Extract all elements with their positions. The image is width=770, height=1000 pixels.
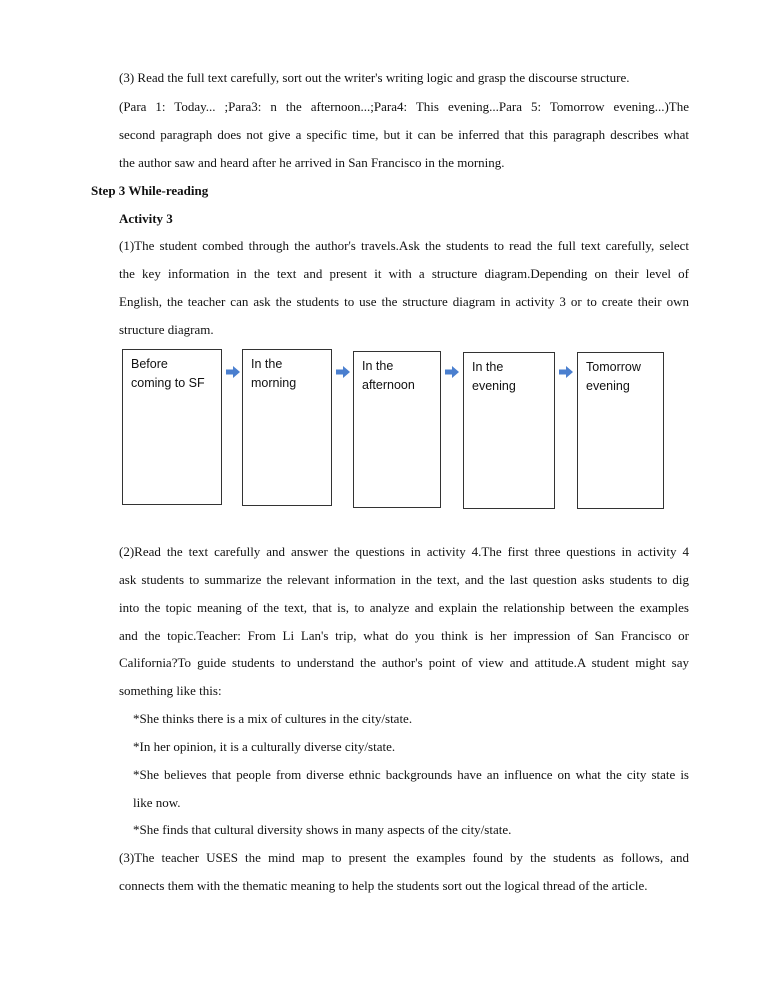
activity2-line-1: (2)Read the text carefully and answer the questions in activity 4.The first three questions in activity 4 bbox=[119, 544, 689, 559]
diagram-box-label-line2: coming to SF bbox=[131, 376, 205, 390]
activity2-line-2: ask students to summarize the relevant information in the text, and the last question asks students to dig bbox=[119, 572, 689, 587]
para3-line-2: (Para 1: Today... ;Para3: n the afternoon...;Para4: This evening...Para 5: Tomorrow evening...)The bbox=[119, 99, 689, 114]
activity1-line-1: (1)The student combed through the author's travels.Ask the students to read the full text carefully, select bbox=[119, 238, 689, 253]
activity1-line-3: English, the teacher can ask the students to use the structure diagram in activity 3 or to create their own bbox=[119, 294, 689, 309]
activity2-line-4: and the topic.Teacher: From Li Lan's trip, what do you think is her impression of San Francisco or bbox=[119, 628, 689, 643]
activity1-line-4: structure diagram. bbox=[119, 322, 214, 337]
example-answer-3-line-1: *She believes that people from diverse ethnic backgrounds have an influence on what the city state is bbox=[133, 767, 689, 782]
diagram-box-label-line1: In the bbox=[251, 357, 283, 371]
diagram-box-label-line2: evening bbox=[586, 379, 630, 393]
para3-line-3: second paragraph does not give a specific time, but it can be inferred that this paragraph describes what bbox=[119, 127, 689, 142]
activity3-line-2: connects them with the thematic meaning to help the students sort out the logical thread of the article. bbox=[119, 878, 648, 893]
diagram-box-tomorrow-evening bbox=[577, 352, 664, 509]
arrow-right-icon bbox=[445, 366, 459, 378]
diagram-box-before-sf bbox=[122, 349, 222, 505]
activity3-line-1: (3)The teacher USES the mind map to present the examples found by the students as follows, and bbox=[119, 850, 689, 865]
step3-heading: Step 3 While-reading bbox=[91, 183, 209, 198]
activity3-heading: Activity 3 bbox=[119, 211, 173, 226]
activity2-line-6: something like this: bbox=[119, 683, 222, 698]
diagram-box-label-line2: evening bbox=[472, 379, 516, 393]
activity2-line-5: California?To guide students to understand the author's point of view and attitude.A student might say bbox=[119, 655, 689, 670]
example-answer-2: *In her opinion, it is a culturally diverse city/state. bbox=[133, 739, 396, 754]
arrow-right-icon bbox=[559, 366, 573, 378]
diagram-box-label-line1: Tomorrow bbox=[586, 360, 641, 374]
diagram-box-evening bbox=[463, 352, 555, 509]
activity1-line-2: the key information in the text and present it with a structure diagram.Depending on their level of bbox=[119, 266, 689, 281]
example-answer-4: *She finds that cultural diversity shows in many aspects of the city/state. bbox=[133, 822, 512, 837]
para3-line-1: (3) Read the full text carefully, sort out the writer's writing logic and grasp the discourse structure. bbox=[119, 70, 630, 85]
diagram-box-label-line1: In the bbox=[472, 360, 504, 374]
example-answer-1: *She thinks there is a mix of cultures in the city/state. bbox=[133, 711, 413, 726]
diagram-box-morning bbox=[242, 349, 332, 506]
arrow-right-icon bbox=[336, 366, 350, 378]
diagram-box-label-line2: afternoon bbox=[362, 378, 415, 392]
diagram-box-afternoon bbox=[353, 351, 441, 508]
para3-line-4: the author saw and heard after he arrived in San Francisco in the morning. bbox=[119, 155, 505, 170]
activity2-line-3: into the topic meaning of the text, that is, to analyze and explain the relationship between the examples bbox=[119, 600, 689, 615]
diagram-box-label-line2: morning bbox=[251, 376, 297, 390]
arrow-right-icon bbox=[226, 366, 240, 378]
example-answer-3-line-2: like now. bbox=[133, 795, 181, 810]
diagram-box-label-line1: In the bbox=[362, 359, 394, 373]
diagram-box-label-line1: Before bbox=[131, 357, 168, 371]
